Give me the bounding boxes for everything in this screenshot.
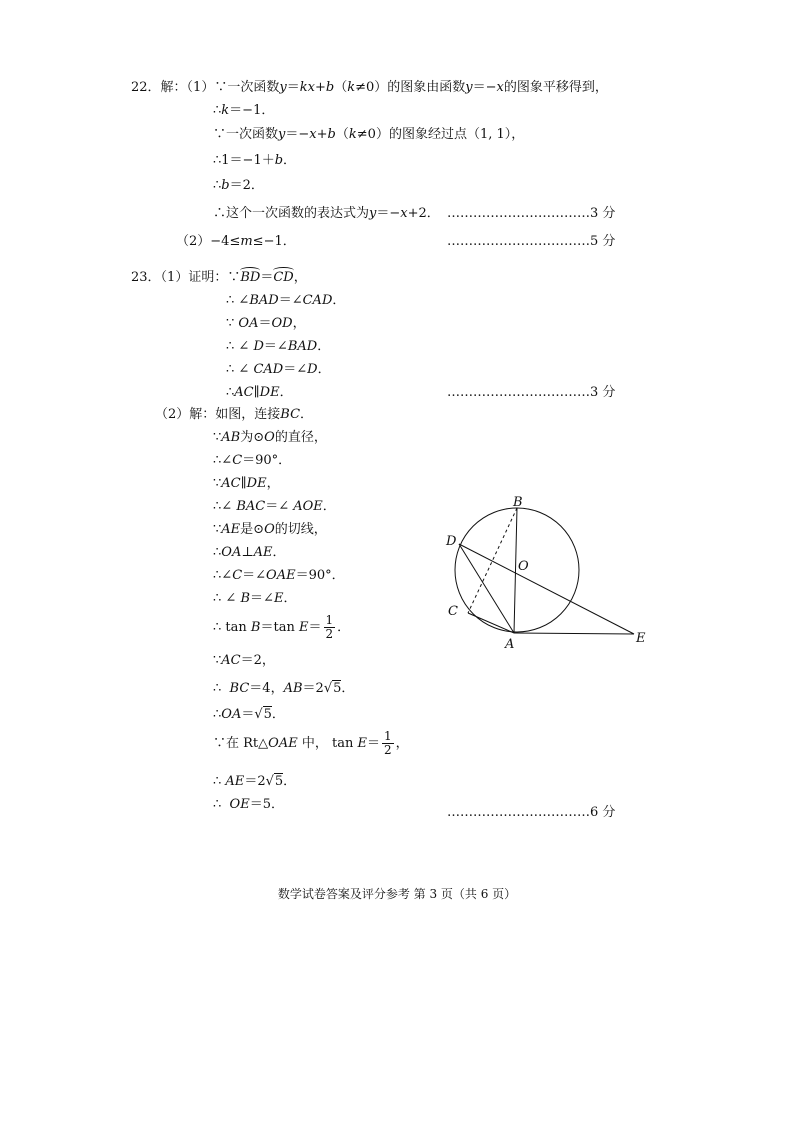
q23-m13: ∵在 Rt△OAE 中， tan E＝ $\frac{1}{2}$ ， bbox=[213, 729, 409, 757]
q23-score-3: ……………………………3 分 bbox=[447, 385, 616, 400]
q23-m4: ∴∠ BAC＝∠ AOE． bbox=[213, 499, 336, 514]
q23-m7: ∴∠C＝∠OAE＝90°． bbox=[213, 568, 345, 583]
q22-head: 22．解：（1） bbox=[131, 80, 215, 95]
q23-m9: ∴ tan B＝tan E＝ $\frac{1}{2}$ ． bbox=[213, 613, 351, 641]
q23-m6: ∴OA⊥AE． bbox=[213, 545, 286, 560]
label-e: E bbox=[636, 631, 646, 646]
circle-tangent-diagram bbox=[430, 488, 660, 653]
q23-m2: ∴∠C＝90°． bbox=[213, 453, 292, 468]
label-b: B bbox=[513, 495, 523, 510]
q22-line-5: ∴b＝2． bbox=[213, 178, 264, 193]
q22-score-3: ……………………………3 分 bbox=[447, 206, 616, 221]
q23-m11: ∴ BC＝4，AB＝2√5． bbox=[213, 681, 355, 696]
segment-da bbox=[459, 544, 514, 633]
q23-head: 23．（1）证明： bbox=[131, 270, 228, 285]
sqrt-icon: √ bbox=[323, 681, 333, 696]
q23-line-2: ∴ ∠BAD＝∠CAD． bbox=[226, 293, 346, 308]
label-c: C bbox=[448, 604, 458, 619]
q22-line-4: ∴1＝−1＋b． bbox=[213, 153, 297, 168]
q23-m8: ∴ ∠ B＝∠E． bbox=[213, 591, 297, 606]
sqrt-icon: √ bbox=[265, 774, 274, 789]
segment-ab bbox=[514, 508, 517, 633]
q22-line-7: （2）−4≤m≤−1． bbox=[176, 234, 296, 249]
q23-m14: ∴ AE＝2√5． bbox=[213, 774, 297, 789]
q23-line-5: ∴ ∠ CAD＝∠D． bbox=[226, 362, 331, 377]
q22-line-3: ∵一次函数y＝−x+b（k≠0）的图象经过点（1, 1）， bbox=[213, 127, 525, 142]
q23-line-4: ∴ ∠ D＝∠BAD． bbox=[226, 339, 331, 354]
q22-line-6: ∴这个一次函数的表达式为y＝−x+2． bbox=[213, 206, 440, 221]
arc-cd: CD bbox=[273, 270, 294, 285]
label-d: D bbox=[446, 534, 457, 549]
q23-line-1: 23．（1）证明：∵BD＝CD， bbox=[131, 270, 307, 285]
q23-line-6: ∴AC∥DE． bbox=[226, 385, 293, 400]
q22-line-1: 22．解：（1）∵一次函数y＝kx+b（k≠0）的图象由函数y＝−x的图象平移得到， bbox=[131, 80, 608, 95]
q23-part2-head: （2）解：如图，连接BC． bbox=[155, 407, 314, 422]
sqrt-icon: √ bbox=[254, 707, 263, 722]
segment-ca bbox=[468, 613, 514, 633]
q23-m5: ∵AE是⊙O的切线， bbox=[213, 522, 327, 537]
segment-ae bbox=[514, 633, 634, 634]
q23-line-3: ∵ OA＝OD， bbox=[226, 316, 306, 331]
label-a: A bbox=[505, 637, 515, 652]
q23-m12: ∴OA＝√5． bbox=[213, 707, 285, 722]
fraction-one-half: $\frac{1}{2}$ bbox=[384, 729, 392, 757]
q23-m1: ∵AB为⊙O的直径， bbox=[213, 430, 327, 445]
q22-line-2: ∴k＝−1． bbox=[213, 103, 275, 118]
fraction-one-half: $\frac{1}{2}$ bbox=[325, 613, 334, 641]
q23-score-6: ……………………………6 分 bbox=[447, 805, 616, 820]
page-footer: 数学试卷答案及评分参考 第 3 页（共 6 页） bbox=[277, 887, 517, 901]
q22-score-5: ……………………………5 分 bbox=[447, 234, 616, 249]
label-o: O bbox=[518, 559, 529, 574]
q23-m3: ∵AC∥DE， bbox=[213, 476, 280, 491]
q23-m10: ∵AC＝2， bbox=[213, 653, 275, 668]
arc-bd: BD bbox=[240, 270, 261, 285]
q23-m15: ∴ OE＝5． bbox=[213, 797, 284, 812]
